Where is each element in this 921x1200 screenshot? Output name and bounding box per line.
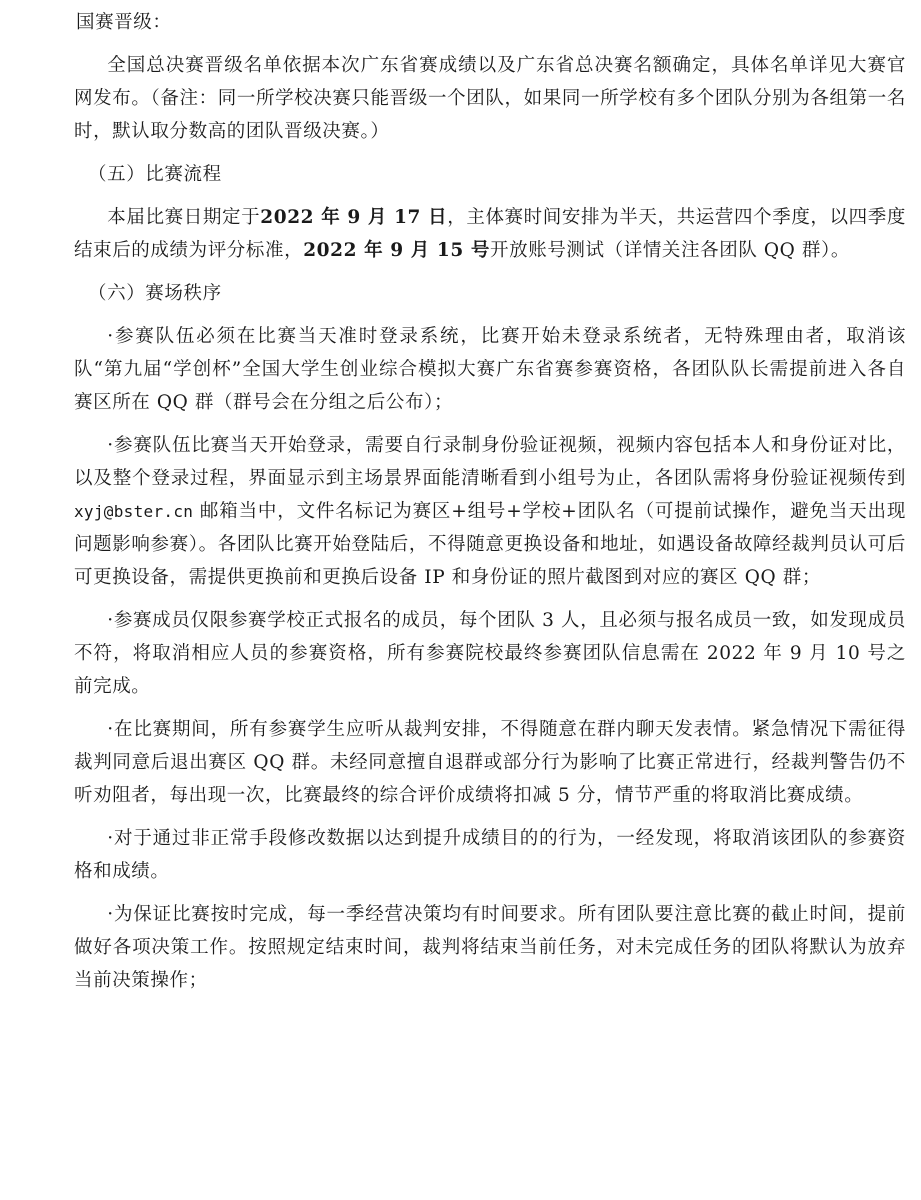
rule-team-members: ·参赛成员仅限参赛学校正式报名的成员，每个团队 3 人，且必须与报名成员一致，如发现成员不符，将取消相应人员的参赛资格，所有参赛院校最终参赛团队信息需在 2022 年 9 月 10 号之前完成。 bbox=[74, 610, 906, 697]
document-body bbox=[74, 6, 906, 1007]
rule-login-on-time: ·参赛队伍必须在比赛当天准时登录系统，比赛开始未登录系统者，无特殊理由者，取消该队“第九届“学创杯”全国大学生创业综合模拟大赛广东省赛参赛资格，各团队队长需提前进入各自赛区所在 QQ 群（群号会在分组之后公布）； bbox=[74, 326, 906, 413]
test-open-date: 2022 年 9 月 15 号 bbox=[303, 240, 491, 261]
venue-order-heading: （六）赛场秩序 bbox=[88, 283, 222, 304]
process-text-part1: 本届比赛日期定于 bbox=[107, 207, 261, 228]
national-finals-heading: 国赛晋级： bbox=[76, 12, 172, 33]
rule2-text-part2: 邮箱当中，文件名标记为赛区+组号+学校+团队名（可提前试操作，避免当天出现问题影响参赛）。各团队比赛开始登陆后，不得随意更换设备和地址，如遇设备故障经裁判员认可后可更换设备，需提供更换前和更换后设备 IP 和身份证的照片截图到对应的赛区 QQ 群； bbox=[74, 501, 906, 588]
rule-identity-verification bbox=[74, 429, 906, 594]
rule-time-limits: ·为保证比赛按时完成，每一季经营决策均有时间要求。所有团队要注意比赛的截止时间，提前做好各项决策工作。按照规定结束时间，裁判将结束当前任务，对未完成任务的团队将默认为放弃当前决策操作； bbox=[74, 904, 906, 991]
rule2-text-part1: ·参赛队伍比赛当天开始登录，需要自行录制身份验证视频，视频内容包括本人和身份证对比，以及整个登录过程，界面显示到主场景界面能清晰看到小组号为止，各团队需将身份验证视频传到 bbox=[74, 435, 906, 489]
process-text-part3: 开放账号测试（详情关注各团队 QQ 群）。 bbox=[490, 240, 850, 261]
national-finals-paragraph: 全国总决赛晋级名单依据本次广东省赛成绩以及广东省总决赛名额确定，具体名单详见大赛官网发布。（备注：同一所学校决赛只能晋级一个团队，如果同一所学校有多个团队分别为各组第一名时，默认取分数高的团队晋级决赛。） bbox=[74, 55, 906, 142]
competition-process-heading: （五）比赛流程 bbox=[88, 164, 222, 185]
competition-date: 2022 年 9 月 17 日 bbox=[260, 207, 448, 228]
rule-conduct: ·在比赛期间，所有参赛学生应听从裁判安排，不得随意在群内聊天发表情。紧急情况下需征得裁判同意后退出赛区 QQ 群。未经同意擅自退群或部分行为影响了比赛正常进行，经裁判警告仍不听劝阻者，每出现一次，比赛最终的综合评价成绩将扣减 5 分，情节严重的将取消比赛成绩。 bbox=[74, 719, 906, 806]
submission-email: xyj@bster.cn bbox=[74, 502, 194, 521]
rule-data-tampering: ·对于通过非正常手段修改数据以达到提升成绩目的的行为，一经发现，将取消该团队的参赛资格和成绩。 bbox=[74, 828, 906, 882]
process-text-part2: ，主体赛时间安排为半天，共运营四个季度，以四季度结束后的成绩为评分标准， bbox=[74, 207, 907, 261]
competition-process-paragraph bbox=[74, 201, 906, 267]
